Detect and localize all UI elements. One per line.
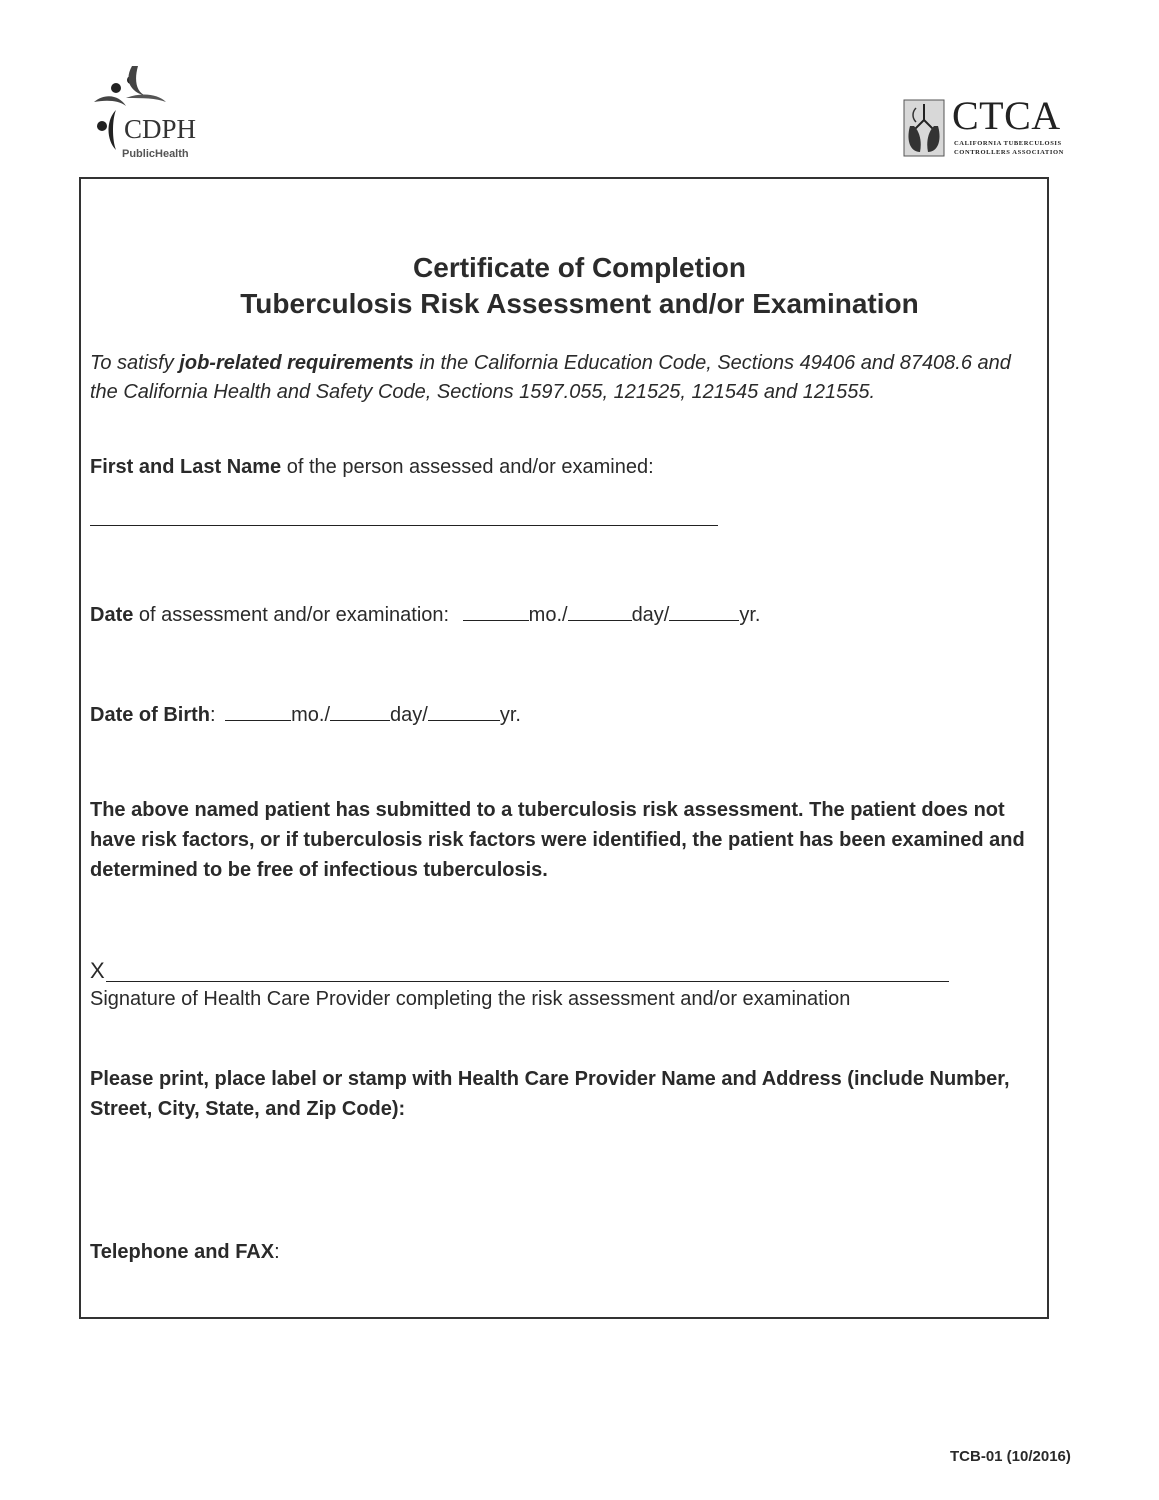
birth-date-row bbox=[90, 702, 521, 727]
birth-month-label: mo./ bbox=[291, 704, 331, 726]
birth-day-blank[interactable] bbox=[330, 702, 390, 721]
birth-date-label-rest: : bbox=[210, 704, 216, 726]
certificate-title: Certificate of Completion bbox=[413, 252, 746, 283]
telephone-label-bold: Telephone and FAX bbox=[90, 1241, 275, 1263]
birth-year-label: yr. bbox=[499, 704, 521, 726]
assessment-year-label: yr. bbox=[739, 604, 761, 626]
intro-emphasis: job-related requirements bbox=[179, 352, 414, 374]
form-number: TCB-01 (10/2016) bbox=[950, 1448, 1071, 1465]
telephone-label-rest: : bbox=[274, 1241, 280, 1263]
name-field-label bbox=[90, 456, 654, 479]
assessment-month-blank[interactable] bbox=[463, 602, 529, 621]
birth-year-blank[interactable] bbox=[428, 702, 500, 721]
clearance-statement: The above named patient has submitted to a tuberculosis risk assessment. The patient does not have risk factors, or if tuberculosis risk factors were identified, the patient has been examined and determined to be free of infectious tuberculosis. bbox=[90, 799, 1025, 881]
assessment-date-label-bold: Date bbox=[90, 604, 134, 626]
signature-caption: Signature of Health Care Provider completing the risk assessment and/or examination bbox=[90, 988, 851, 1010]
cdph-subtitle: PublicHealth bbox=[122, 148, 189, 160]
assessment-date-row bbox=[90, 602, 761, 627]
name-input-line[interactable] bbox=[90, 525, 718, 526]
certificate-subtitle: Tuberculosis Risk Assessment and/or Examination bbox=[240, 288, 919, 319]
intro-paragraph bbox=[90, 349, 1040, 407]
birth-date-label-bold: Date of Birth bbox=[90, 704, 210, 726]
name-label-rest: of the person assessed and/or examined: bbox=[281, 456, 654, 478]
assessment-year-blank[interactable] bbox=[669, 602, 739, 621]
birth-month-blank[interactable] bbox=[225, 702, 291, 721]
signature-x-mark: X bbox=[90, 958, 105, 983]
intro-rest: in the California Education Code, Sections 49406 and 87408.6 and the California Health and Safety Code, Sections 1597.055, 121525, 121545 and 121555. bbox=[90, 352, 1011, 403]
lungs-icon bbox=[902, 96, 946, 158]
signature-line[interactable] bbox=[106, 981, 949, 982]
birth-day-label: day/ bbox=[390, 704, 428, 726]
assessment-day-label: day/ bbox=[631, 604, 670, 626]
ctca-logo bbox=[902, 93, 1078, 162]
ctca-wordmark: CTCA bbox=[952, 93, 1061, 138]
ctca-subtitle-line2: CONTROLLERS ASSOCIATION bbox=[954, 149, 1064, 156]
cdph-logo bbox=[86, 62, 226, 166]
assessment-date-label-rest: of assessment and/or examination: bbox=[133, 604, 450, 626]
assessment-month-label: mo./ bbox=[528, 604, 568, 626]
assessment-day-blank[interactable] bbox=[568, 602, 632, 621]
cdph-wordmark: CDPH bbox=[124, 114, 197, 144]
ctca-subtitle-line1: CALIFORNIA TUBERCULOSIS bbox=[954, 140, 1062, 147]
name-label-bold: First and Last Name bbox=[90, 456, 282, 478]
telephone-fax-label bbox=[90, 1241, 280, 1264]
provider-instructions: Please print, place label or stamp with Health Care Provider Name and Address (include Number, Street, City, State, and Zip Code): bbox=[90, 1068, 1010, 1120]
intro-prefix: To satisfy bbox=[90, 352, 180, 374]
